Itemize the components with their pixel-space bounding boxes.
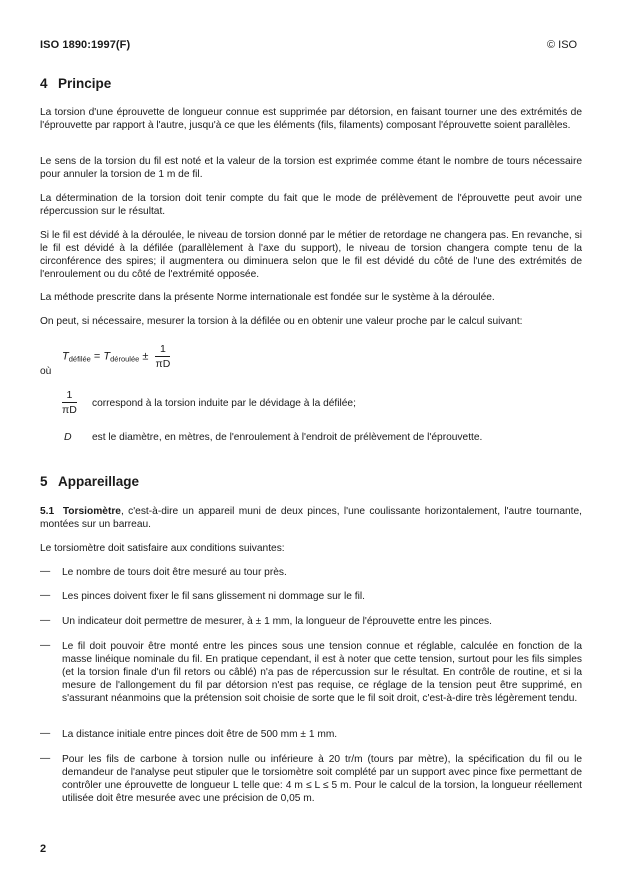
list-dash: —	[40, 566, 51, 577]
section-4-paragraph-6: On peut, si nécessaire, mesurer la torsion à la défilée ou en obtenir une valeur proche par le calcul suivant:	[40, 316, 523, 327]
section-5-heading	[40, 474, 139, 489]
definition-d-text: est le diamètre, en mètres, de l'enroulement à l'endroit de prélèvement de l'éprouvette.	[92, 432, 483, 443]
copyright-mark: © ISO	[547, 39, 578, 51]
definition-fraction-text: correspond à la torsion induite par le dévidage à la défilée;	[92, 398, 356, 409]
section-4-paragraph-4: Si le fil est dévidé à la déroulée, le niveau de torsion donné par le métier de retordage ne changera pas. En revanche, si le fil est dévidé à la défilée (parallèlement à l'axe du support), le niveau de torsion changera compte tenu de la circonférence des spires; il augmentera ou diminuera selon que le fil est dévidé du côté de l'une des extrémités de l'enroulement ou du côté de l'extrémité opposée.	[40, 230, 582, 280]
section-4-title: Principe	[58, 76, 112, 91]
definition-d-symbol: D	[64, 431, 72, 443]
section-4-paragraph-2: Le sens de la torsion du fil est noté et la valeur de la torsion est exprimée comme étant le nombre de tours nécessaire pour annuler la torsion de 1 m de fil.	[40, 156, 582, 180]
page-number: 2	[40, 843, 47, 855]
list-dash: —	[40, 640, 51, 651]
list-item: Le nombre de tours doit être mesuré au tour près.	[62, 567, 287, 578]
section-5-number: 5	[40, 474, 48, 489]
section-4-paragraph-5: La méthode prescrite dans la présente Norme internationale est fondée sur le système à la déroulée.	[40, 292, 495, 303]
section-4-number: 4	[40, 76, 48, 91]
list-item: Les pinces doivent fixer le fil sans glissement ni dommage sur le fil.	[62, 591, 365, 602]
list-dash: —	[40, 590, 51, 601]
section-5-1-paragraph: 5.1 Torsiomètre, c'est-à-dire un appareil muni de deux pinces, l'une coulissante horizontalement, l'autre tournante, montées sur un barreau.	[40, 506, 582, 530]
definition-fraction: $\frac{1}{\pi D}$	[62, 389, 77, 416]
formula-fraction: $\frac{1}{\pi D}$	[155, 343, 171, 370]
section-4-paragraph-1: La torsion d'une éprouvette de longueur connue est supprimée par détorsion, en faisant tourner une des extrémités de l'éprouvette par rapport à l'autre, jusqu'à ce que les éléments (fils, filaments) composant l'éprouvette soient parallèles.	[40, 107, 582, 131]
section-5-paragraph-2: Le torsiomètre doit satisfaire aux conditions suivantes:	[40, 543, 285, 554]
document-id: ISO 1890:1997(F)	[40, 39, 131, 51]
where-label: où	[40, 366, 52, 377]
list-item: Le fil doit pouvoir être monté entre les pinces sous une tension connue et réglable, calculée en fonction de la masse linéique nominale du fil. En pratique cependant, il est à noter que cette tension, surtout pour les fils simples (et la torsion finale d'un fil retors ou câblé) n'a pas de répercussion sur le résultat. En contrôle de routine, et si la mesure de l'allongement du fil par détorsion n'est pas requise, ce réglage de la tension peut être supprimé, en s'assurant néanmoins que la prétension soit choisie de sorte que le fil soit droit, c'est-à-dire très légèrement tendu.	[62, 641, 582, 704]
section-4-paragraph-3: La détermination de la torsion doit tenir compte du fait que le mode de prélèvement de l'éprouvette peut avoir une répercussion sur le résultat.	[40, 193, 582, 217]
list-item: Un indicateur doit permettre de mesurer, à ± 1 mm, la longueur de l'éprouvette entre les pinces.	[62, 616, 492, 627]
list-dash: —	[40, 728, 51, 739]
list-dash: —	[40, 753, 51, 764]
list-item: La distance initiale entre pinces doit être de 500 mm ± 1 mm.	[62, 729, 338, 740]
list-item: Pour les fils de carbone à torsion nulle ou inférieure à 20 tr/m (tours par mètre), la spécification du fil ou le demandeur de l'analyse peut stipuler que le torsiomètre soit complété par un support avec pince fixe permettant de contrôler une éprouvette de longueur L telle que: 4 m ≤ L ≤ 5 m. Pour le calcul de la torsion, la longueur réellement utilisée doit être mesurée avec une précision de 0,05 m.	[62, 754, 582, 804]
section-4-heading	[40, 76, 111, 91]
twist-formula: $T_{défilée} = T_{déroulée}$ ± $\frac{1}{\pi D}$	[62, 343, 171, 370]
list-dash: —	[40, 615, 51, 626]
section-5-title: Appareillage	[58, 474, 140, 489]
